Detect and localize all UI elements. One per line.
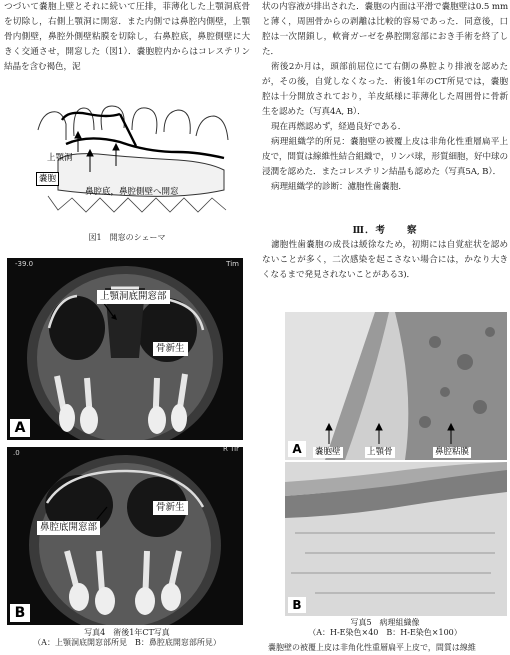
ct-b-label-nasal-window: 鼻腔底開窓部 (37, 521, 100, 535)
label-cyst: 嚢胞 (36, 172, 59, 186)
histo-b-letter: B (288, 597, 306, 613)
ct-b-corner: .0 (13, 449, 20, 457)
figure-1-caption: 図1 開窓のシェーマ (88, 233, 166, 242)
discussion-paragraph: 濾胞性歯嚢胞の成長は緩徐なため，初期には自覚症状を認めないことが多く，二次感染を起こさない場合には，かなり大きくなるまで発見されないことがある3)． (262, 240, 508, 280)
ct-a-corner-right: Tim (226, 260, 239, 268)
paragraph-3: 現在再燃認めず，経過良好である． (271, 122, 407, 132)
histo-a-letter: A (288, 441, 306, 457)
paragraph-4: 病理組織学的所見：嚢胞壁の被覆上皮は非角化性重層扁平上皮で，間質は線維性結合組織で，リンパ球，形質細胞，好中球の浸潤を認めた．またコレステリン結晶も認めた（写真5A, B）． (262, 137, 508, 177)
left-column (4, 0, 250, 75)
section-title: Ⅲ．考 察 (352, 225, 418, 236)
histo-a-label-mucosa: 鼻腔粘膜 (435, 447, 470, 457)
figure-5-caption-line1: 写真5 病理組織像 (350, 618, 420, 627)
ct-image-a (7, 258, 243, 440)
histology-a (285, 312, 507, 460)
figure-1-schema (28, 100, 240, 218)
histology-b (285, 462, 507, 616)
ct-b-letter: B (10, 604, 30, 622)
paragraph-top: つづいて嚢胞上壁とそれに続いて圧排，菲薄化した上顎洞底骨を切除し，右側上顎洞に開窓．また内側では鼻腔内側壁，上顎骨内側壁，鼻腔外側壁粘膜を切除し，右鼻腔底，鼻腔側壁に大きく交通させ，開窓した（図1）．嚢胞腔内からはコレステリン結晶を含む褐色，泥 (4, 2, 250, 72)
paragraph-2: 術後2か月は，頭部前屈位にて右側の鼻腔より排液を認めたが，その後，自覚しなくなった．術後1年のCT所見では，嚢胞腔は十分開放されており，羊皮紙様に菲薄化した周囲骨に骨新生を認めた（写真4A, B）． (262, 62, 508, 117)
discussion (262, 238, 508, 283)
ct-b-label-new-bone: 骨新生 (153, 501, 188, 515)
ct-a-corner: -39.0 (15, 260, 34, 268)
label-nasal-window: 鼻腔底，鼻腔側壁へ開窓 (85, 187, 179, 197)
histo-a-label-cyst-wall: 嚢胞壁 (315, 447, 341, 457)
figure-5-tail-text: 嚢胞壁の被覆上皮は非角化性重層扁平上皮で，間質は線維 (268, 643, 476, 652)
paragraph-1: 状の内容液が排出された．嚢胞の内面は平滑で嚢胞壁は0.5 mmと薄く，周囲骨からの剥離は比較的容易であった．同意後，口腔は一次閉鎖し，軟膏ガーゼを鼻腔開窓部におき手術を終了した． (262, 2, 508, 57)
ct-image-b (7, 447, 243, 625)
histology-image-b (285, 462, 507, 616)
figure-5-caption-line2: （A：H-E染色×40 B：H-E染色×100） (308, 628, 462, 637)
label-sinus-window: 上顎洞 (47, 153, 73, 163)
histo-a-label-maxilla: 上顎骨 (367, 447, 393, 457)
paragraph-5: 病理組織学的診断：濾胞性歯嚢胞． (271, 182, 407, 192)
figure-4-caption (4, 628, 250, 648)
ct-a-label-sinus-window: 上顎洞底開窓部 (97, 290, 170, 304)
histology-image-a (285, 312, 507, 460)
ct-a-label-new-bone: 骨新生 (153, 342, 188, 356)
figure-5-caption (262, 618, 508, 638)
figure-4-caption-line1: 写真4 術後1年CT写真 (84, 628, 170, 637)
ct-scan-b (7, 447, 243, 625)
ct-scan-a (7, 258, 243, 440)
right-column (262, 0, 508, 195)
ct-a-letter: A (10, 419, 30, 437)
figure-4-caption-line2: （A：上顎洞底開窓部所見 B：鼻腔底開窓部所見） (33, 638, 221, 647)
ct-b-corner-right: R Tir (223, 447, 239, 453)
